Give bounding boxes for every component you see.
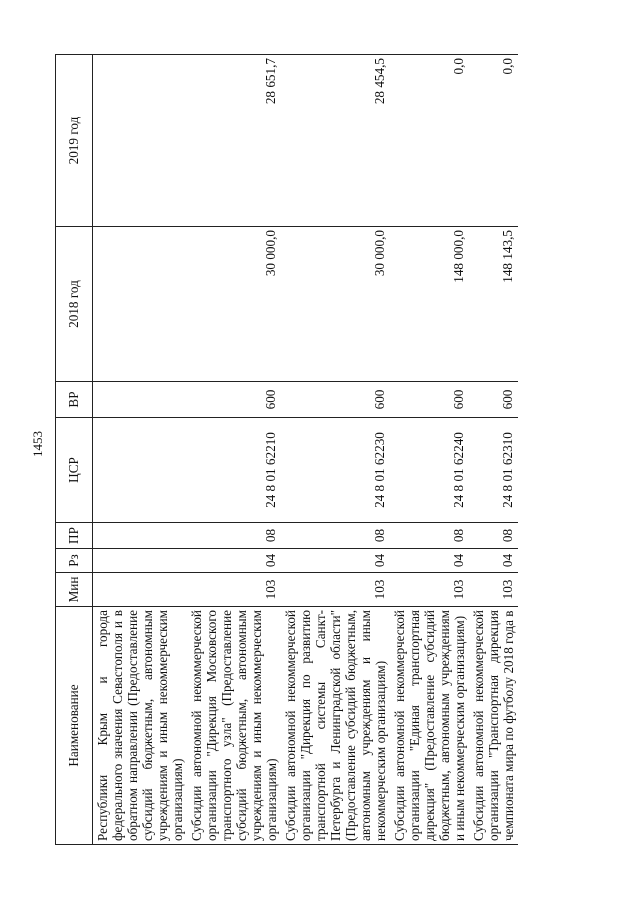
row-vr [93, 382, 188, 418]
row-csr [93, 418, 188, 523]
row-min [93, 573, 188, 607]
header-min: Мин [56, 573, 93, 607]
header-name: Наименование [56, 607, 93, 845]
header-pr: ПР [56, 523, 93, 549]
row-pr: 08 [390, 523, 469, 549]
row-vr: 600 [187, 382, 281, 418]
row-2018: 30 000,0 [187, 227, 281, 382]
row-rz: 04 [390, 549, 469, 573]
row-name: Субсидии автономной некоммерческой организации "Единая транспортная дирекция" (Предоставление субсидий бюджетным, автономным учреждениям и иным некоммерческим организациям) [390, 607, 469, 845]
row-csr: 24 8 01 62240 [390, 418, 469, 523]
header-csr: ЦСР [56, 418, 93, 523]
budget-table [55, 54, 518, 845]
row-min: 103 [187, 573, 281, 607]
row-2018: 148 143,5 [469, 227, 518, 382]
row-rz [93, 549, 188, 573]
header-2019: 2019 год [56, 55, 93, 227]
rotated-page [55, 55, 585, 845]
row-pr: 08 [469, 523, 518, 549]
row-csr: 24 8 01 62210 [187, 418, 281, 523]
header-vr: ВР [56, 382, 93, 418]
page-number: 1453 [30, 431, 45, 457]
row-vr: 600 [281, 382, 390, 418]
row-vr: 600 [390, 382, 469, 418]
row-2018: 148 000,0 [390, 227, 469, 382]
row-2019: 0,0 [469, 55, 518, 227]
row-pr: 08 [187, 523, 281, 549]
row-min: 103 [390, 573, 469, 607]
table-row [281, 55, 390, 845]
row-name: Субсидии автономной некоммерческой организации "Дирекция по развитию транспортной системы Санкт-Петербурга и Ленинградской области" (Предоставление субсидий бюджетным, автономным учреждениям и иным некоммерческим организациям) [281, 607, 390, 845]
row-name: Субсидии автономной некоммерческой организации "Транспортная дирекция чемпионата мира по футболу 2018 года в [469, 607, 518, 845]
row-rz: 04 [469, 549, 518, 573]
row-pr [93, 523, 188, 549]
table-row [187, 55, 281, 845]
row-2018 [93, 227, 188, 382]
row-rz: 04 [281, 549, 390, 573]
row-name: Республики Крым и города федерального значения Севастополя и в обратном направлении (Предоставление субсидий бюджетным, автономным учреждениям и иным некоммерческим организациям) [93, 607, 188, 845]
row-min: 103 [281, 573, 390, 607]
row-pr: 08 [281, 523, 390, 549]
row-2019: 28 454,5 [281, 55, 390, 227]
table-row [93, 55, 188, 845]
row-2018: 30 000,0 [281, 227, 390, 382]
row-2019: 28 651,7 [187, 55, 281, 227]
table-row [469, 55, 518, 845]
header-2018: 2018 год [56, 227, 93, 382]
row-2019: 0,0 [390, 55, 469, 227]
row-csr: 24 8 01 62310 [469, 418, 518, 523]
row-vr: 600 [469, 382, 518, 418]
row-rz: 04 [187, 549, 281, 573]
row-csr: 24 8 01 62230 [281, 418, 390, 523]
row-name: Субсидии автономной некоммерческой организации "Дирекция Московского транспортного узла" (Предоставление субсидий бюджетным, автономным учреждениям и иным некоммерческим организациям) [187, 607, 281, 845]
table-row [390, 55, 469, 845]
table-header-row [56, 55, 93, 845]
row-min: 103 [469, 573, 518, 607]
row-2019 [93, 55, 188, 227]
header-rz: Рз [56, 549, 93, 573]
